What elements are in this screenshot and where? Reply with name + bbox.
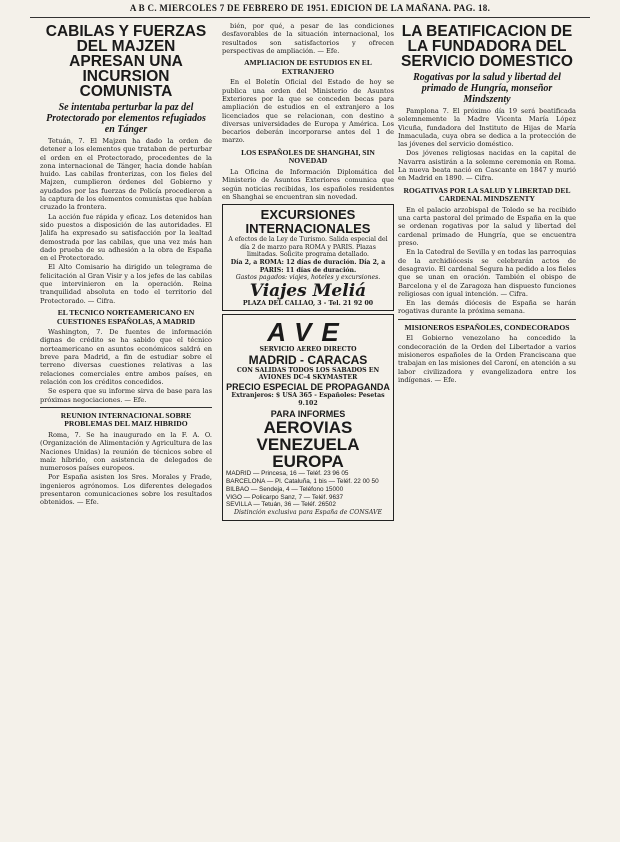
ad-text: A efectos de la Ley de Turismo. Salida especial del día 2 de marzo para ROMA y PARIS. Plazas limitadas. Solicite programa detallado.: [228, 236, 388, 259]
divider: [40, 407, 212, 408]
ad-office: BARCELONA — Pl. Cataluña, 1 bis — Teléf. 22 00 50: [226, 478, 379, 486]
paragraph: En las demás diócesis de España se harán rogativas durante la próxima semana.: [398, 299, 576, 316]
paragraph: Washington, 7. De fuentes de información dignas de crédito se ha sabido que el técnico norteamericano en asuntos económicos saldrá en breve para Madrid, a fin de estudiar sobre el terreno diversas cuestiones relativas a las relaciones comerciales entre ambos países, en relación con los créditos concedidos.: [40, 328, 212, 386]
section-title-maiz: REUNION INTERNACIONAL SOBRE PROBLEMAS DEL MAIZ HIBRIDO: [60, 410, 192, 429]
column-2: [222, 22, 394, 836]
ad-office: SEVILLA — Tetuán, 36 — Teléf. 26502: [226, 501, 336, 509]
ad-route: MADRID - CARACAS: [248, 352, 368, 367]
section-title-misioneros: MISIONEROS ESPAÑOLES, CONDECORADOS: [404, 322, 570, 332]
paragraph: Roma, 7. Se ha inaugurado en la F. A. O. (Organización de Alimentación y Agricultura de las Naciones Unidas) la reunión de técnicos sobre el maíz híbrido, con asistencia de delegados de numerosos países europeos.: [40, 430, 212, 473]
paragraph: Por España asisten los Sres. Morales y Frade, ingenieros agrónomos. Los diferentes delegados presentaron comunicaciones sobre los resultados obtenidos. — Efe.: [40, 473, 212, 507]
ad-company: AEROVIAS VENEZUELA EUROPA: [256, 418, 360, 472]
paragraph: En la Catedral de Sevilla y en todas las parroquias de la archidiócesis se celebrarán actos de desagravio. El cardenal Segura ha pedido a los fieles que se unan en oración. También el obispo de Barcelona y el de Zaragoza han dispuesto funciones religiosas con igual intención. — Cifra.: [398, 248, 576, 298]
ad-office: BILBAO — Sendeja, 4 — Teléfono 15000: [226, 485, 344, 493]
section-title-mindszenty: ROGATIVAS POR LA SALUD Y LIBERTAD DEL CARDENAL MINDSZENTY: [403, 185, 571, 204]
paragraph: En el palacio arzobispal de Toledo se ha recibido una carta pastoral del primado de España en la que se ordenan rogativas por la salud y libertad del cardenal primado de Hungría, que se encuentra preso.: [398, 205, 576, 248]
ad-prices: Extranjeros: $ USA 365 - Españoles: Pesetas 9.102: [231, 392, 385, 407]
headline-beatificacion: LA BEATIFICACION DE LA FUNDADORA DEL SERVICIO DOMESTICO: [401, 23, 573, 70]
ad-ave: [222, 314, 394, 521]
ave-logo: AVE: [267, 317, 349, 348]
section-title-estudios: AMPLIACION DE ESTUDIOS EN EL EXTRANJERO: [244, 58, 372, 76]
ad-offer: PRECIO ESPECIAL DE PROPAGANDA: [226, 382, 390, 393]
ad-office: MADRID — Princesa, 16 — Teléf. 23 96 05: [226, 470, 349, 478]
ad-note: Gastos pagados: viajes, hoteles y excursiones.: [235, 274, 381, 282]
ad-excursiones: [222, 204, 394, 311]
divider: [398, 319, 576, 320]
paragraph: En el Boletín Oficial del Estado de hoy se publica una orden del Ministerio de Asuntos Exteriores por la que se conceden becas para ampliación de estudios en el extranjero a los licenciados que se relacionan, con destino a diversas universidades de Europa y América. Los becarios deberán incorporarse antes del 1 de marzo.: [222, 78, 394, 145]
subhead-rogativas: Rogativas por la salud y libertad del primado de Hungría, monseñor Mindszenty: [413, 72, 561, 105]
ad-dates: Día 2, a ROMA: 12 días de duración. Día 2, a PARIS: 11 días de duración.: [230, 258, 386, 274]
ad-detail: CON SALIDAS TODOS LOS SABADOS EN AVIONES DC-4 SKYMASTER: [236, 366, 380, 382]
paragraph: Pamplona 7. El próximo día 19 será beatificada solemnemente la Madre Vicenta María López Vicuña, fundadora del Instituto de Hijas de María Inmaculada, cuya obra se dedica a la protección de las jóvenes del servicio doméstico.: [398, 107, 576, 149]
ad-office: VIGO — Policarpo Sanz, 7 — Teléf. 9637: [226, 493, 344, 501]
paragraph: Dos jóvenes religiosas nacidas en la capital de Navarra asistirán a la solemne ceremonia en Roma. La nueva beata nació en Cascante en 1847 y murió en Madrid en 1890. — Cifra.: [398, 149, 576, 183]
paragraph: bién, por qué, a pesar de las condiciones desfavorables de la situación internacional, los resultados son satisfactorios y ofrecen perspectivas de ampliación. — Efe.: [222, 22, 394, 55]
paragraph: La Oficina de Información Diplomática del Ministerio de Asuntos Exteriores comunica que según noticias recibidas, los españoles residentes en Shanghai se encuentran sin novedad.: [222, 167, 394, 201]
page-header: A B C. MIERCOLES 7 DE FEBRERO DE 1951. EDICION DE LA MAÑANA. PAG. 18.: [30, 3, 590, 18]
paragraph: El Gobierno venezolano ha concedido la condecoración de la Orden del Libertador a varios misioneros españoles de la Orden Franciscana que trabajan en las misiones del Caroní, en atención a su labor civilizadora y evangelizadora entre los indígenas. — Efe.: [398, 334, 576, 384]
paragraph: Tetuán, 7. El Majzen ha dado la orden de detener a los elementos que trataban de perturbar el orden en el Protectorado, procedentes de la zona internacional de Tánger, hacia donde habían huido. Las cabilas fronterizas, con los fieles del Majzen, cumplieron órdenes del Gobierno y ayudados por las fuerzas de Policía procedieron a la captura de los elementos comunistas que habían cruzado la frontera.: [40, 137, 212, 212]
column-1: [40, 22, 212, 836]
ad-address: PLAZA DEL CALLAO, 3 - Tel. 21 92 00: [242, 299, 374, 307]
subhead-cabilas: Se intentaba perturbar la paz del Protectorado por elementos refugiados en Tánger: [46, 102, 206, 135]
ad-service: SERVICIO AEREO DIRECTO: [259, 346, 357, 354]
ad-title: EXCURSIONES INTERNACIONALES: [245, 207, 371, 237]
paragraph: El Alto Comisario ha dirigido un telegrama de felicitación al Gran Visir y a los jefes de las cabilas que intervinieron en la operación. Reina tranquilidad absoluta en todo el territorio del Protectorado. — Cifra.: [40, 263, 212, 305]
paragraph: Se espera que su informe sirva de base para las próximas negociaciones. — Efe.: [40, 387, 212, 404]
paragraph: La acción fue rápida y eficaz. Los detenidos han sido puestos a disposición de las autoridades. El Jalifa ha expresado su satisfacción por la lealtad demostrada por las cabilas, que una vez más han dado prueba de su adhesión a la obra de España en el Protectorado.: [40, 212, 212, 263]
section-title-shanghai: LOS ESPAÑOLES DE SHANGHAI, SIN NOVEDAD: [241, 147, 375, 166]
ad-brand-logo: Viajes Meliá: [249, 280, 367, 301]
ad-footer: Distinción exclusiva para España de CONSAVE: [233, 509, 382, 517]
section-title-tecnico: EL TECNICO NORTEAMERICANO EN CUESTIONES ESPAÑOLAS, A MADRID: [56, 307, 196, 326]
column-3: [398, 22, 576, 836]
headline-cabilas: CABILAS Y FUERZAS DEL MAJZEN APRESAN UNA INCURSION COMUNISTA: [45, 23, 207, 100]
ad-info: PARA INFORMES: [270, 409, 346, 420]
